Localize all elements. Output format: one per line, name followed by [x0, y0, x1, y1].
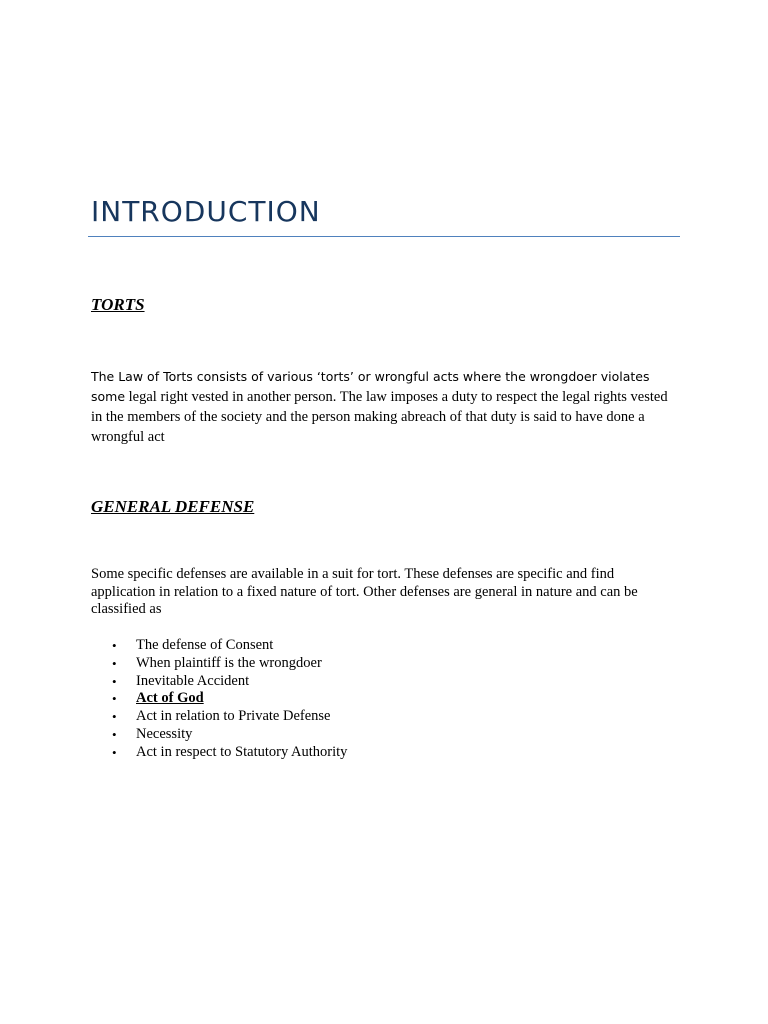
- heading-general-defense: GENERAL DEFENSE: [91, 497, 255, 516]
- list-item-text-emphasized: Act of God: [136, 690, 204, 707]
- bullet-icon: •: [112, 638, 117, 653]
- bullet-icon: •: [112, 655, 117, 671]
- torts-paragraph-first-line: The Law of Torts consists of various ‘torts’ or wrongful acts where the wrongdoer violates some: [91, 369, 650, 404]
- general-defense-paragraph: Some specific defenses are available in a suit for tort. These defenses are specific and find application in relation to a fixed nature of tort. Other defenses are general in nature and can be classified as: [91, 566, 638, 617]
- list-item: [112, 726, 347, 744]
- list-item-text: Necessity: [136, 725, 193, 742]
- bullet-icon: •: [112, 709, 117, 725]
- list-item: [112, 655, 347, 673]
- list-item: [112, 708, 347, 726]
- bullet-icon: •: [112, 744, 117, 760]
- list-item: [112, 673, 347, 691]
- title-underline-rule: [88, 236, 680, 237]
- list-item-text: Inevitable Accident: [136, 672, 250, 689]
- heading-torts: TORTS: [91, 295, 145, 314]
- bullet-icon: •: [112, 691, 117, 707]
- defense-list: [112, 637, 347, 762]
- list-item-text: Act in relation to Private Defense: [136, 708, 331, 725]
- torts-paragraph: [91, 367, 681, 447]
- list-item-text: The defense of Consent: [136, 637, 274, 653]
- list-item: [112, 637, 347, 655]
- bullet-icon: •: [112, 673, 117, 689]
- bullet-icon: •: [112, 726, 117, 742]
- page-title: INTRODUCTION: [91, 195, 321, 228]
- list-item-text: When plaintiff is the wrongdoer: [136, 654, 322, 671]
- torts-paragraph-rest: legal right vested in another person. The law imposes a duty to respect the legal rights vested in the members of the society and the person making abreach of that duty is said to have done a wrongful act: [91, 389, 668, 445]
- list-item-text: Act in respect to Statutory Authority: [136, 743, 348, 760]
- list-item: [112, 744, 347, 762]
- list-item: [112, 690, 347, 708]
